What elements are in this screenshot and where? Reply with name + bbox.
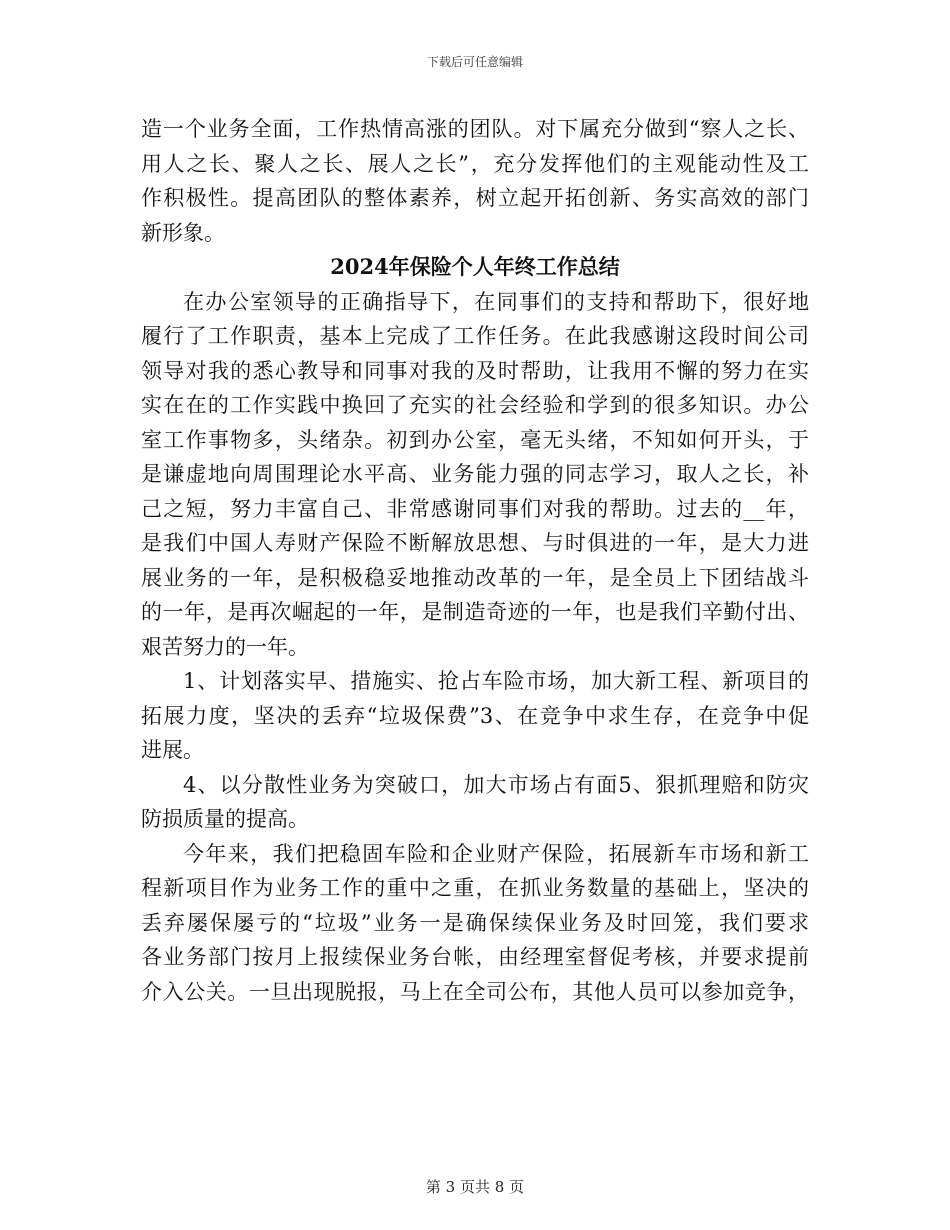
text-line: 在办公室领导的正确指导下，在同事们的支持和帮助下，很好地 [183,289,809,314]
text-line: 防损质量的提高。 [141,807,309,831]
text-line: 进展。 [141,738,204,762]
text-line: 是谦虚地向周围理论水平高、业务能力强的同志学习，取人之长，补 [141,462,809,486]
text-line: 己之短，努力丰富自己、非常感谢同事们对我的帮助。过去的__年， [141,496,809,521]
page-number: 第 3 页共 8 页 [425,1178,525,1196]
text-line: 领导对我的悉心教导和同事对我的及时帮助，让我用不懈的努力在实 [141,358,809,383]
text-line: 艰苦努力的一年。 [141,634,309,659]
text-line: 拓展力度，坚决的丢弃“垃圾保费”3、在竞争中求生存，在竞争中促 [141,703,809,728]
paragraph-3 [141,768,809,837]
text-line: 是我们中国人寿财产保险不断解放思想、与时俱进的一年，是大力进 [141,531,809,555]
text-line: 介入公关。一旦出现脱报，马上在全司公布，其他人员可以参加竞争， [141,979,809,1004]
text-line: 丢弃屡保屡亏的“垃圾”业务一是确保续保业务及时回笼，我们要求 [141,910,809,935]
page-header-note: 下载后可任意编辑 [426,55,523,69]
text-line: 实在在的工作实践中换回了充实的社会经验和学到的很多知识。办公 [141,393,809,417]
text-line: 室工作事物多，头绪杂。初到办公室，毫无头绪，不知如何开头，于 [141,427,809,452]
paragraph-2 [141,664,809,768]
text-line: 展业务的一年，是积极稳妥地推动改革的一年，是全员上下团结战斗 [141,565,809,590]
text-line: 用人之长、聚人之长、展人之长”，充分发挥他们的主观能动性及工 [141,151,809,176]
text-line: 今年来，我们把稳固车险和企业财产保险，拓展新车市场和新工 [183,841,809,866]
section-title: 2024年保险个人年终工作总结 [330,254,620,279]
paragraph-1 [141,285,809,665]
text-line: 的一年，是再次崛起的一年，是制造奇迹的一年，也是我们辛勤付出、 [141,600,809,624]
document-body [141,112,809,1009]
text-line: 1、计划落实早、措施实、抢占车险市场，加大新工程、新项目的 [183,669,809,693]
text-line: 作积极性。提高团队的整体素养，树立起开拓创新、务实高效的部门 [141,186,809,210]
text-line: 各业务部门按月上报续保业务台帐，由经理室督促考核，并要求提前 [141,945,809,969]
text-line: 履行了工作职责，基本上完成了工作任务。在此我感谢这段时间公司 [141,324,809,348]
text-line: 程新项目作为业务工作的重中之重，在抓业务数量的基础上，坚决的 [141,876,809,900]
paragraph-intro [141,112,809,250]
paragraph-4 [141,837,809,1010]
text-line: 造一个业务全面，工作热情高涨的团队。对下属充分做到“察人之长、 [141,117,809,141]
text-line: 4、以分散性业务为突破口，加大市场占有面5、狠抓理赔和防灾 [183,772,809,797]
text-line: 新形象。 [141,220,225,245]
